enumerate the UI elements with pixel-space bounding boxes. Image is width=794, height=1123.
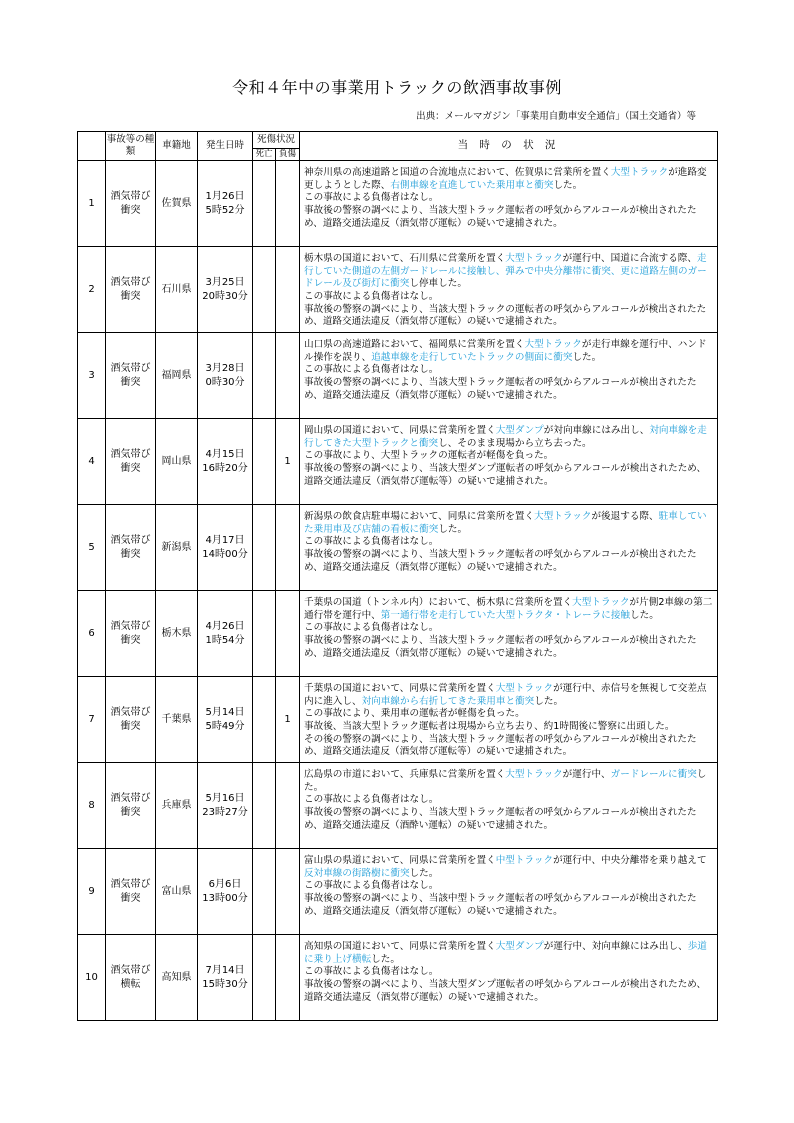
vehicle-region: 新潟県 <box>156 505 198 591</box>
header-no <box>78 132 106 161</box>
header-type: 事故等の種類 <box>106 132 156 161</box>
description-text: この事故による負傷者はなし。 <box>304 192 439 204</box>
description-text: この事故による負傷者はなし。 <box>304 966 439 978</box>
description-text: 神奈川県の高速道路と国道の合流地点において、佐賀県に営業所を置く <box>304 167 611 178</box>
situation-description <box>300 677 718 763</box>
row-number: 7 <box>78 677 106 763</box>
deaths-count <box>253 591 276 677</box>
description-text: した。 <box>534 695 564 707</box>
header-datetime: 発生日時 <box>198 132 253 161</box>
description-text: した。 <box>371 953 400 965</box>
occurrence-date: 3月25日 <box>205 277 245 288</box>
description-text: 千葉県の国道において、同県に営業所を置く <box>304 683 496 694</box>
situation-description <box>300 419 718 505</box>
vehicle-region: 岡山県 <box>156 419 198 505</box>
table-row <box>78 849 718 935</box>
accident-type: 酒気帯び衝突 <box>106 849 156 935</box>
accident-type: 酒気帯び衝突 <box>106 677 156 763</box>
occurrence-datetime <box>198 247 253 333</box>
vehicle-region: 佐賀県 <box>156 161 198 247</box>
header-region: 車籍地 <box>156 132 198 161</box>
table-header <box>78 132 718 161</box>
description-text: が後退する際、 <box>591 511 659 522</box>
description-text: し停車した。 <box>409 278 467 290</box>
description-text: 岡山県の国道において、同県に営業所を置く <box>304 425 496 436</box>
occurrence-date: 7月14日 <box>205 965 245 976</box>
description-text: この事故による負傷者はなし。 <box>304 536 439 548</box>
header-narrative: 当 時 の 状 況 <box>300 132 718 161</box>
situation-description <box>300 591 718 677</box>
deaths-count <box>253 935 276 1021</box>
row-number: 3 <box>78 333 106 419</box>
injuries-count <box>276 935 300 1021</box>
occurrence-date: 1月26日 <box>205 191 245 202</box>
table-body <box>78 161 718 1021</box>
vehicle-region: 福岡県 <box>156 333 198 419</box>
source-note: 出典：メールマガジン「事業用自動車安全通信」（国土交通省）等 <box>416 111 696 122</box>
header-injuries: 負傷 <box>276 149 300 161</box>
occurrence-datetime <box>198 161 253 247</box>
table-row <box>78 247 718 333</box>
highlighted-text: 第一通行帯を走行していた大型トラクタ・トレーラに接触 <box>380 609 631 621</box>
description-text: 事故後の警察の調べにより、当該大型トラック運転者の呼気からアルコールが検出されたため、道路交通法違反（酒気帯び運転）の疑いで逮捕された。 <box>304 634 697 659</box>
injuries-count <box>276 505 300 591</box>
occurrence-time: 5時52分 <box>205 204 245 216</box>
description-text: この事故により、乗用車の運転者が軽傷を負った。 <box>304 708 525 720</box>
vehicle-region: 高知県 <box>156 935 198 1021</box>
situation-description <box>300 247 718 333</box>
description-text: この事故による負傷者はなし。 <box>304 364 439 376</box>
highlighted-text: 走行していた側道の左側ガードレールに接触し、弾みで中央分離帯に衝突、更に道路左側のガードレール及び街灯に衝突 <box>304 253 707 290</box>
description-text: が運行中、 <box>562 769 611 780</box>
occurrence-time: 1時54分 <box>205 634 245 646</box>
table-row <box>78 591 718 677</box>
occurrence-time: 13時00分 <box>202 892 248 904</box>
row-number: 5 <box>78 505 106 591</box>
description-text: が運行中、対向車線にはみ出し、 <box>543 941 688 952</box>
description-text: が運行中、中央分離帯を乗り越えて <box>553 855 707 866</box>
accident-type: 酒気帯び横転 <box>106 935 156 1021</box>
deaths-count <box>253 419 276 505</box>
description-text: 栃木県の国道において、石川県に営業所を置く <box>304 253 506 264</box>
injuries-count <box>276 161 300 247</box>
occurrence-datetime <box>198 763 253 849</box>
highlighted-text: ガードレールに衝突 <box>610 769 697 780</box>
highlighted-text: 歩道に乗り上げ横転 <box>304 941 707 965</box>
description-text: した。 <box>630 609 659 621</box>
occurrence-datetime <box>198 505 253 591</box>
occurrence-datetime <box>198 849 253 935</box>
occurrence-datetime <box>198 677 253 763</box>
description-text: 事故後の警察の調べにより、当該大型トラック運転者の呼気からアルコールが検出されたため、道路交通法違反（酒気帯び運転）の疑いで逮捕された。 <box>304 548 697 573</box>
occurrence-date: 4月26日 <box>205 621 245 632</box>
vehicle-region: 兵庫県 <box>156 763 198 849</box>
row-number: 4 <box>78 419 106 505</box>
accident-type: 酒気帯び衝突 <box>106 419 156 505</box>
description-text: が進路変更しようとした際、 <box>304 167 707 191</box>
accident-type: 酒気帯び衝突 <box>106 505 156 591</box>
occurrence-date: 4月15日 <box>205 449 245 460</box>
occurrence-time: 14時00分 <box>202 548 248 560</box>
table-row <box>78 935 718 1021</box>
table-row <box>78 333 718 419</box>
description-text: その後の警察の調べにより、当該大型トラック運転者の呼気からアルコールが検出されたため、道路交通法違反（酒気帯び運転等）の疑いで逮捕された。 <box>304 733 697 758</box>
injuries-count <box>276 849 300 935</box>
description-text: 千葉県の国道（トンネル内）において、栃木県に営業所を置く <box>304 597 573 608</box>
injuries-count <box>276 763 300 849</box>
highlighted-text: 大型トラック <box>610 167 669 178</box>
row-number: 9 <box>78 849 106 935</box>
description-text: 新潟県の飲食店駐車場において、同県に営業所を置く <box>304 511 535 522</box>
table-row <box>78 677 718 763</box>
row-number: 10 <box>78 935 106 1021</box>
highlighted-text: 大型トラック <box>505 253 563 264</box>
description-text: した。 <box>553 179 583 191</box>
description-text: した。 <box>409 867 439 879</box>
highlighted-text: 大型トラック <box>505 769 563 780</box>
description-text: 事故後の警察の調べにより、当該大型トラック運転者の呼気からアルコールが検出されたため、道路交通法違反（酒気帯び運転）の疑いで逮捕された。 <box>304 376 697 401</box>
row-number: 6 <box>78 591 106 677</box>
table-row <box>78 505 718 591</box>
vehicle-region: 富山県 <box>156 849 198 935</box>
occurrence-datetime <box>198 419 253 505</box>
description-text: が運行中、国道に合流する際、 <box>562 253 697 264</box>
occurrence-time: 0時30分 <box>205 376 245 388</box>
description-text: 事故後の警察の調べにより、当該大型トラックの運転者の呼気からアルコールが検出されたため、道路交通法違反（酒気帯び運転）の疑いで逮捕された。 <box>304 303 707 328</box>
header-casualties: 死傷状況 <box>253 132 300 149</box>
description-text: が走行車線を運行中、ハンドル操作を誤り、 <box>304 339 707 363</box>
highlighted-text: 駐車していた乗用車及び店舗の看板に衝突 <box>304 511 707 535</box>
description-text: 山口県の高速道路において、福岡県に営業所を置く <box>304 339 525 350</box>
deaths-count <box>253 247 276 333</box>
description-text: し、そのまま現場から立ち去った。 <box>438 437 592 449</box>
highlighted-text: 大型ダンプ <box>495 425 544 436</box>
situation-description <box>300 763 718 849</box>
accident-table <box>77 131 718 1021</box>
header-deaths: 死亡 <box>253 149 276 161</box>
deaths-count <box>253 677 276 763</box>
highlighted-text: 対向車線を走行してきた大型トラックと衝突 <box>304 425 707 449</box>
vehicle-region: 千葉県 <box>156 677 198 763</box>
occurrence-datetime <box>198 591 253 677</box>
situation-description <box>300 849 718 935</box>
situation-description <box>300 935 718 1021</box>
table-row <box>78 161 718 247</box>
description-text: この事故による負傷者はなし。 <box>304 794 439 806</box>
occurrence-date: 5月14日 <box>205 707 245 718</box>
deaths-count <box>253 763 276 849</box>
document-title: 令和４年中の事業用トラックの飲酒事故事例 <box>232 78 562 97</box>
occurrence-date: 3月28日 <box>205 363 245 374</box>
description-text: 事故後の警察の調べにより、当該大型ダンプ運転者の呼気からアルコールが検出されたため、道路交通法違反（酒気帯び運転）の疑いで逮捕された。 <box>304 978 707 1003</box>
description-text: 高知県の国道において、同県に営業所を置く <box>304 941 496 952</box>
description-text: この事故による負傷者はなし。 <box>304 880 439 892</box>
description-text: した。 <box>572 351 602 363</box>
description-text: この事故による負傷者はなし。 <box>304 622 439 634</box>
highlighted-text: 大型トラック <box>534 511 592 522</box>
injuries-count: 1 <box>276 419 300 505</box>
table-row <box>78 419 718 505</box>
row-number: 1 <box>78 161 106 247</box>
description-text: 事故後の警察の調べにより、当該中型トラック運転者の呼気からアルコールが検出されたため、道路交通法違反（酒気帯び運転）の疑いで逮捕された。 <box>304 892 697 917</box>
row-number: 8 <box>78 763 106 849</box>
injuries-count <box>276 591 300 677</box>
occurrence-datetime <box>198 935 253 1021</box>
highlighted-text: 大型トラック <box>572 597 630 608</box>
situation-description <box>300 505 718 591</box>
accident-type: 酒気帯び衝突 <box>106 161 156 247</box>
deaths-count <box>253 849 276 935</box>
description-text: 富山県の県道において、同県に営業所を置く <box>304 855 496 866</box>
occurrence-date: 4月17日 <box>205 535 245 546</box>
injuries-count: 1 <box>276 677 300 763</box>
description-text: した。 <box>438 523 468 535</box>
occurrence-time: 16時20分 <box>202 462 248 474</box>
highlighted-text: 中型トラック <box>495 855 554 866</box>
vehicle-region: 石川県 <box>156 247 198 333</box>
description-text: 事故後の警察の調べにより、当該大型ダンプ運転者の呼気からアルコールが検出されたため、道路交通法違反（酒気帯び運転等）の疑いで逮捕された。 <box>304 462 707 487</box>
table-row <box>78 763 718 849</box>
injuries-count <box>276 333 300 419</box>
deaths-count <box>253 333 276 419</box>
highlighted-text: 右側車線を直進していた乗用車と衝突 <box>390 179 554 191</box>
occurrence-date: 5月16日 <box>205 793 245 804</box>
highlighted-text: 対向車線から右折してきた乗用車と衝突 <box>361 695 535 707</box>
situation-description <box>300 333 718 419</box>
accident-type: 酒気帯び衝突 <box>106 591 156 677</box>
description-text: 事故後、当該大型トラック運転者は現場から立ち去り、約1時間後に警察に出頭した。 <box>304 720 675 732</box>
occurrence-time: 5時49分 <box>205 720 245 732</box>
occurrence-date: 6月6日 <box>208 879 242 890</box>
description-text: が運行中、赤信号を無視して交差点内に進入し、 <box>304 683 707 707</box>
highlighted-text: 大型トラック <box>495 683 554 694</box>
occurrence-time: 15時30分 <box>202 978 248 990</box>
highlighted-text: 追越車線を走行していたトラックの側面に衝突 <box>371 351 573 363</box>
highlighted-text: 反対車線の街路樹に衝突 <box>304 867 410 879</box>
occurrence-time: 20時30分 <box>202 290 248 302</box>
accident-type: 酒気帯び衝突 <box>106 247 156 333</box>
deaths-count <box>253 505 276 591</box>
description-text: 広島県の市道において、兵庫県に営業所を置く <box>304 769 506 780</box>
highlighted-text: 大型ダンプ <box>495 941 544 952</box>
description-text: が対向車線にはみ出し、 <box>543 425 650 436</box>
injuries-count <box>276 247 300 333</box>
highlighted-text: 大型トラック <box>524 339 582 350</box>
description-text: この事故により、大型トラックの運転者が軽傷を負った。 <box>304 450 554 462</box>
description-text: 事故後の警察の調べにより、当該大型トラック運転者の呼気からアルコールが検出されたため、道路交通法違反（酒気帯び運転）の疑いで逮捕された。 <box>304 204 697 229</box>
occurrence-datetime <box>198 333 253 419</box>
situation-description <box>300 161 718 247</box>
vehicle-region: 栃木県 <box>156 591 198 677</box>
description-text: した。 <box>304 769 707 793</box>
description-text: 事故後の警察の調べにより、当該大型トラック運転者の呼気からアルコールが検出されたため、道路交通法違反（酒酔い運転）の疑いで逮捕された。 <box>304 806 697 831</box>
description-text: が片側2車線の第二通行帯を運行中、 <box>304 597 713 621</box>
accident-type: 酒気帯び衝突 <box>106 763 156 849</box>
deaths-count <box>253 161 276 247</box>
description-text: この事故による負傷者はなし。 <box>304 290 439 302</box>
row-number: 2 <box>78 247 106 333</box>
occurrence-time: 23時27分 <box>202 806 248 818</box>
accident-type: 酒気帯び衝突 <box>106 333 156 419</box>
